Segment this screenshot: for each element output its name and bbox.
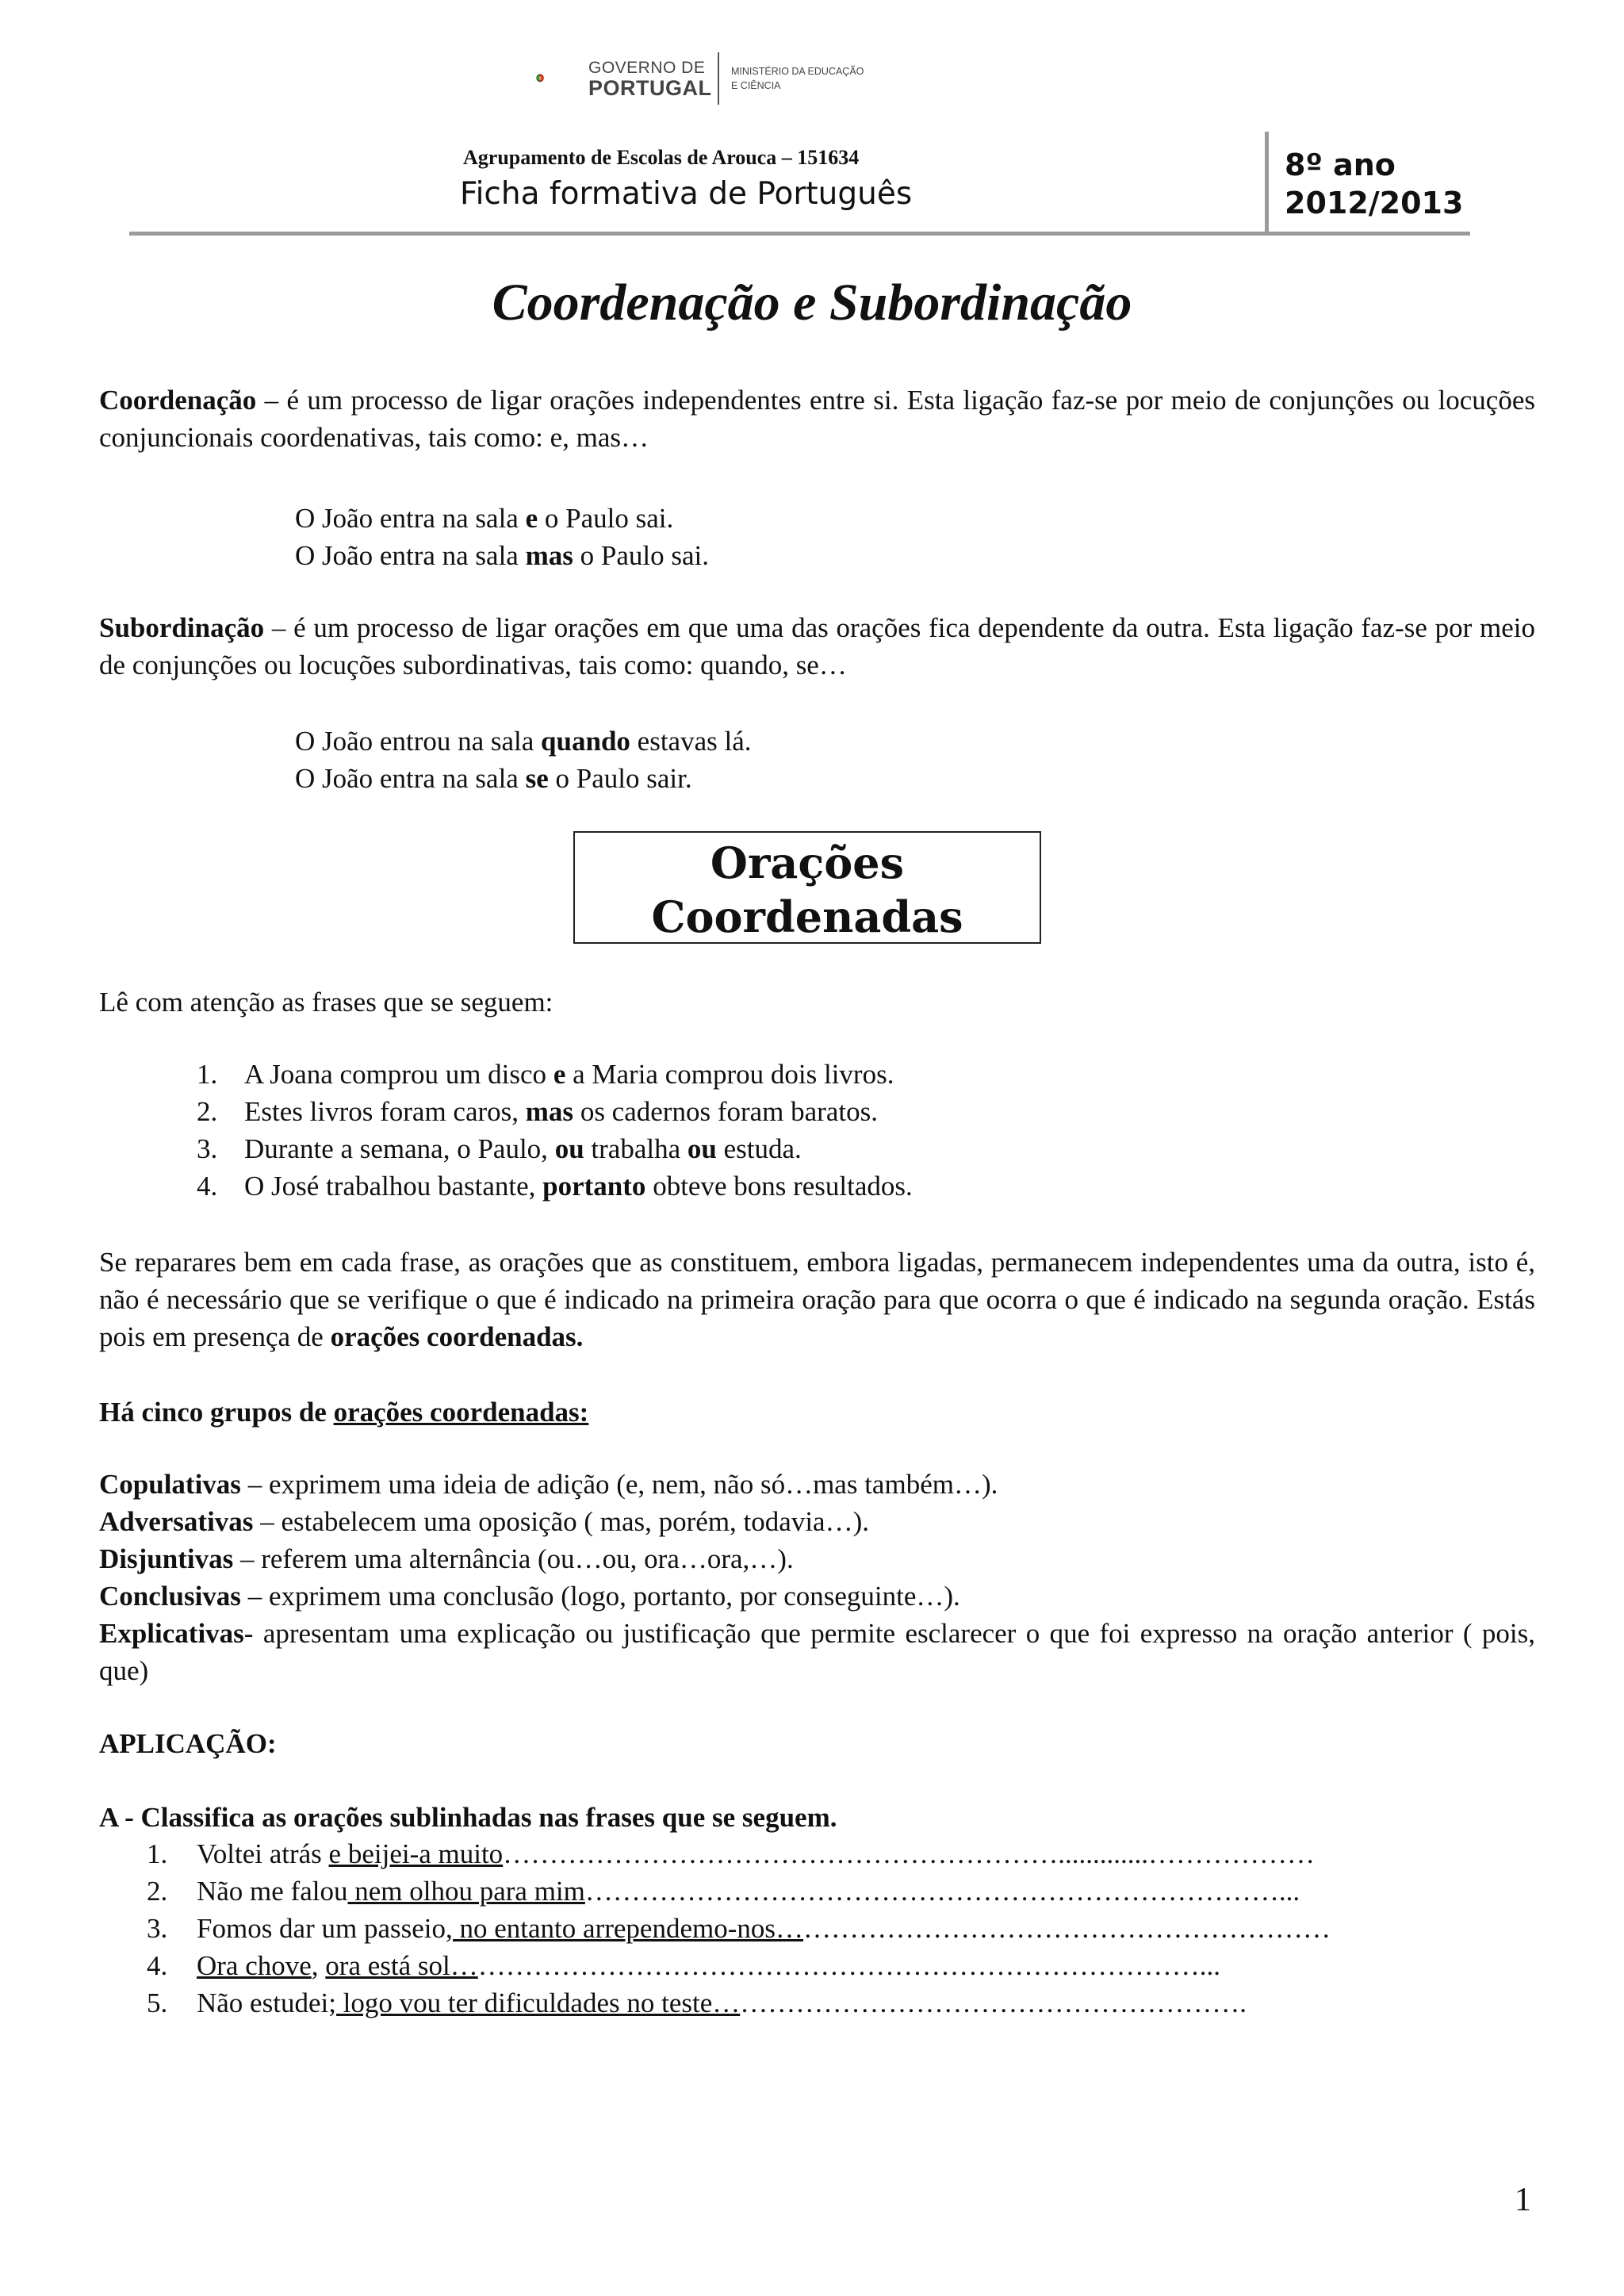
section-box-oracoes-coordenadas: [573, 831, 1041, 944]
answer-blank[interactable]: …………………………………………………………………...: [584, 1876, 1300, 1907]
group-explicativas: Explicativas- apresentam uma explicação ou justificação que permite esclarecer o que foi expresso na oração anterior ( pois, que): [99, 1618, 1535, 1686]
school-name: Agrupamento de Escolas de Arouca – 151634: [463, 146, 860, 169]
worksheet-subtitle: Ficha formativa de Português: [460, 176, 913, 212]
exercise-item-2: 2. Não me falou nem olhou para mim…………………………………………………………………...: [147, 1876, 1300, 1907]
instruction: Lê com atenção as frases que se seguem:: [99, 987, 553, 1018]
logo-ministry-line2: E CIÊNCIA: [731, 80, 781, 91]
aplicacao-heading: APLICAÇÃO:: [99, 1728, 277, 1759]
subordinacao-example-1: O João entrou na sala quando estavas lá.: [295, 726, 752, 757]
exercise-item-1: 1. Voltei atrás e beijei-a muito…………………………………………………….............………………: [147, 1838, 1315, 1869]
exercise-item-3: 3. Fomos dar um passeio, no entanto arrependemo-nos……………………………………………………: [147, 1913, 1331, 1944]
group-disjuntivas: Disjuntivas – referem uma alternância (ou…ou, ora…ora,…).: [99, 1543, 794, 1574]
groups-heading: Há cinco grupos de orações coordenadas:: [99, 1397, 589, 1428]
explanation-paragraph: Se reparares bem em cada frase, as orações que as constituem, embora ligadas, permanecem independentes uma da outra, isto é, não é necessário que se verifique o que é indicado na primeira oração para que ocorra o que é indicado na segunda oração. Estás pois em presença de orações coordenadas.: [99, 1247, 1535, 1352]
answer-blank[interactable]: …………………………………………………….............………………: [503, 1838, 1315, 1869]
answer-blank[interactable]: ……………………………………………………………………...: [477, 1950, 1220, 1981]
sentence-4: 4. O José trabalhou bastante, portanto obteve bons resultados.: [197, 1171, 913, 1202]
box-line1: Orações: [710, 838, 905, 888]
page-number: 1: [1515, 2182, 1531, 2218]
logo-ministry-line1: MINISTÉRIO DA EDUCAÇÃO: [731, 66, 864, 77]
header-vertical-rule: [1265, 132, 1269, 233]
grade-label: 8º ano: [1285, 148, 1396, 182]
coordenacao-definition: [99, 381, 1535, 456]
coordenacao-example-2: O João entra na sala mas o Paulo sai.: [295, 540, 709, 571]
government-logo-emblem: [536, 44, 588, 111]
exercise-title: A - Classifica as orações sublinhadas nas frases que se seguem.: [99, 1802, 837, 1833]
group-conclusivas: Conclusivas – exprimem uma conclusão (logo, portanto, por conseguinte…).: [99, 1581, 960, 1612]
exercise-item-4: 4. Ora chove, ora está sol………………………………………………………………………...: [147, 1950, 1220, 1981]
group-copulativas: Copulativas – exprimem uma ideia de adição (e, nem, não só…mas também…).: [99, 1469, 998, 1500]
coordenacao-example-1: O João entra na sala e o Paulo sai.: [295, 503, 674, 534]
answer-blank[interactable]: …………………………………………………: [802, 1913, 1331, 1944]
logo-government-line2: PORTUGAL: [588, 76, 712, 100]
exercise-item-5: 5. Não estudei; logo vou ter dificuldades no teste………………………………………………….: [147, 1987, 1247, 2018]
subordinacao-definition: [99, 609, 1535, 684]
subordinacao-term: Subordinação: [99, 612, 265, 643]
school-year: 2012/2013: [1285, 186, 1464, 220]
subordinacao-text: – é um processo de ligar orações em que uma das orações fica dependente da outra. Esta ligação faz-se por meio de conjunções ou locuções subordinativas, tais como: quando, se…: [99, 612, 1535, 680]
coordenacao-term: Coordenação: [99, 385, 257, 416]
logo-government-line1: GOVERNO DE: [588, 59, 706, 77]
sentence-3: 3. Durante a semana, o Paulo, ou trabalha ou estuda.: [197, 1133, 802, 1164]
subordinacao-example-2: O João entra na sala se o Paulo sair.: [295, 763, 692, 794]
page-title: Coordenação e Subordinação: [492, 274, 1132, 332]
header-rule: [129, 232, 1470, 236]
answer-blank[interactable]: ……………………………………………….: [740, 1987, 1247, 2018]
coordenacao-text: – é um processo de ligar orações independentes entre si. Esta ligação faz-se por meio de conjunções ou locuções conjuncionais coordenativas, tais como: e, mas…: [99, 385, 1535, 453]
logo-separator: [718, 52, 719, 105]
group-adversativas: Adversativas – estabelecem uma oposição ( mas, porém, todavia…).: [99, 1506, 869, 1537]
box-line2: Coordenadas: [651, 891, 963, 942]
sentence-2: 2. Estes livros foram caros, mas os cadernos foram baratos.: [197, 1096, 878, 1127]
sentence-1: 1. A Joana comprou um disco e a Maria comprou dois livros.: [197, 1059, 894, 1090]
